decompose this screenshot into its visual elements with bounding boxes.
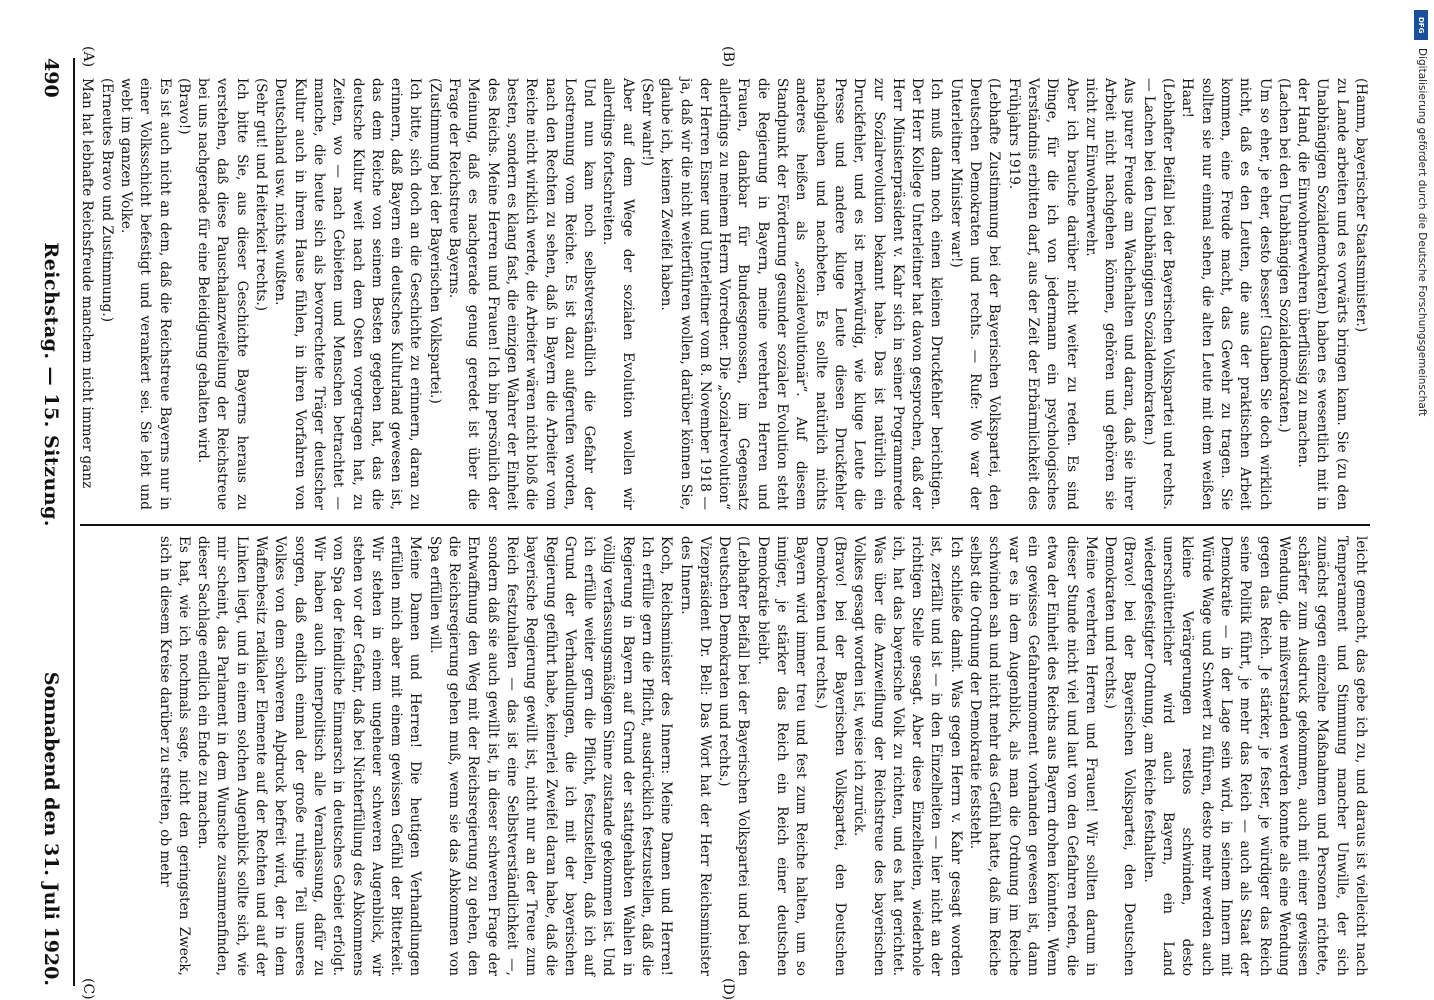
header-rule xyxy=(73,58,75,986)
dfg-logo: DFG xyxy=(1414,10,1428,40)
session-title: Reichstag. — 15. Sitzung. xyxy=(40,242,62,528)
page-number: 490 xyxy=(40,58,62,98)
left-column-text: (Hamm, bayerischer Staatsminister.) zu Lande arbeiten und es vorwärts bringen kann. Sie (zu den Unabhängigen Sozialdemokraten) haben es wesentlich mit in der Hand, die Einwohnerwehren überflüssig zu machen. (Lachen bei den Unabhängigen Sozialdemokraten.) Um so eher, je eher, desto besser! Glauben Sie doch wirklich nicht, daß es den Leuten, die aus der praktischen Arbeit kommen, eine Freude macht, das Gewehr zu tragen. Sie sollten sie nur einmal sehen, die alten Leute mit dem weißen Haar! (Lebhafter Beifall bei der Bayerischen Volkspartei und rechts. — Lachen bei den Unabhängigen Sozialdemokraten.) Aus purer Freude am Wachehalten und daran, daß sie ihrer Arbeit nicht nachgehen können, gehören und gehören sie nicht zur Einwohnerwehr. Aber ich brauche darüber nicht weiter zu reden. Es sind Dinge, für die ich von jedermann ein psychologisches Verständnis erbitten darf, aus der Zeit der Erbärmlichkeit des Frühjahrs 1919. (Lebhafte Zustimmung bei der Bayerischen Volkspartei, den Deutschen Demokraten und rechts. — Rufe: Wo war der Unterleitner Minister war!) Ich muß dann noch einen kleinen Druckfehler berichtigen. Der Herr Kollege Unterleitner hat davon gesprochen, daß der Herr Ministerpräsident v. Kahr sich in seiner Programmrede zur Sozialrevolution bekannt habe. Das ist natürlich ein Druckfehler, und es ist merkwürdig, wie kluge Leute die Presse und andere kluge Leute diesen Druckfehler nachglauben und nachbeten. Es sollte natürlich nichts anderes heißen als „sozialevolutionär“. Auf diesem Standpunkt der Förderung gesunder sozialer Evolution steht die Regierung in Bayern, meine verehrten Herren und Frauen, dankbar für Bundesgenossen, im Gegensatz allerdings zu meinem Herrn Vorredner. Die „Sozialrevolution“ der Herren Eisner und Unterleitner vom 8. November 1918 — ja, daß wir die nicht weiterführen wollen, darüber können Sie, glaube ich, keinen Zweifel haben. (Sehr wahr!) Aber auf dem Wege der sozialen Evolution wollen wir allerdings fortschreiten. Und nun kam noch selbstverständlich die Gefahr der Lostrennung vom Reiche. Es ist dazu aufgerufen worden, nach den Rechten zu sehen, daß in Bayern die Arbeiter vom Reiche nicht wirklich werde, die Arbeiter wären nicht bloß die besten, sondern es klang fast, die einzigen Wahrer der Einheit des Reichs. Meine Herren und Frauen! Ich bin persönlich der Meinung, daß es nachgerade genug geredet ist über die Frage der Reichstreue Bayerns. (Zustimmung bei der Bayerischen Volkspartei.) Ich bitte, sich doch an die Geschichte zu erinnern, daran zu erinnern, daß Bayern ein deutsches Kulturland gewesen ist, das dem Reiche von seinem Besten gegeben hat, das die deutsche Kultur weit nach dem Osten vorgetragen hat, zu Zeiten, wo — nach Gebieten und Menschen betrachtet — manche, die heute sich als bevorrechtete Träger deutscher Kultur auch in ihrem Hause fühlen, in ihren Vorfahren von Deutschland usw. nichts wußten. (Sehr gut! und Heiterkeit rechts.) Ich bitte Sie, aus dieser Geschichte Bayerns heraus zu verstehen, daß diese Pauschalanzweifelung der Reichstreue bei uns nachgerade für eine Beleidigung gehalten wird. (Bravo!) Es ist auch nicht an dem, daß die Reichstreue Bayerns nur in einer Volksschicht befestigt und verankert sei. Sie lebt und webt im ganzen Volke. (Erneutes Bravo und Zustimmung.) Man hat lebhafte Reichsfreude manchem nicht immer ganz xyxy=(79,78,1369,510)
margin-marker-b: (B) xyxy=(720,46,736,68)
right-column-text: leicht gemacht, das gebe ich zu, und daraus ist vielleicht nach Temperament und Stimmung mancher Unwille, der sich zunächst gegen einzelne Maßnahmen und Personen richtete, schärfer zum Ausdruck gekommen, auch mit einer gewissen Wendung, die mißverstanden werden konnte als eine Wendung gegen das Reich. Je stärker, je fester, je würdiger das Reich seine Politik führt, je mehr das Reich — auch als Staat der Demokratie — in der Lage sein wird, in seinem Innern mit Würde Wage und Schwert zu führen, desto mehr werden auch kleine Verärgerungen restlos schwinden, desto unerschütterlicher wird auch Bayern, ein Land wiedergefestigter Ordnung, am Reiche festhalten. (Bravo! bei der Bayerischen Volkspartei, den Deutschen Demokraten und rechts.) Meine verehrten Herren und Frauen! Wir sollten darum in dieser Stunde nicht viel und laut von den Gefahren reden, die etwa der Einheit des Reichs aus Bayern drohen könnten. Wenn ein gewisses Gefahrenmoment vorhanden gewesen ist, dann war es in dem Augenblick, als man die Ordnung im Reiche schwinden sah und nicht mehr das Gefühl hatte, daß im Reiche selbst die Ordnung der Demokratie feststeht. Ich schließe damit. Was gegen Herrn v. Kahr gesagt worden ist, zerfällt und ist — in den Einzelheiten — hier nicht an der richtigen Stelle gesagt. Aber diese Einzelheiten, wiederhole ich, hat das bayerische Volk zu richten, und es hat gerichtet. Was über die Anzweiflung der Reichstreue des bayerischen Volkes gesagt worden ist, weise ich zurück. (Bravo! bei der Bayerischen Volkspartei, den Deutschen Demokraten und rechts.) Bayern wird immer treu und fest zum Reiche halten, um so inniger, je stärker das Reich ein Reich einer deutschen Demokratie bleibt. (Lebhafter Beifall bei der Bayerischen Volkspartei und bei den Deutschen Demokraten und rechts.) Vizepräsident Dr. Bell: Das Wort hat der Herr Reichsminister des Innern. Koch, Reichsminister des Innern: Meine Damen und Herren! Ich erfülle gern die Pflicht, ausdrücklich festzustellen, daß die Regierung in Bayern auf Grund der stattgehabten Wahlen in völlig verfassungsmäßigem Sinne zustande gekommen ist. Und ich erfülle weiter gern die Pflicht, festzustellen, daß ich auf Grund der Verhandlungen, die ich mit der bayerischen Regierung geführt habe, keinerlei Zweifel daran habe, daß die bayerische Regierung gewillt ist, nicht nur an der Treue zum Reich festzuhalten — das ist eine Selbstverständlichkeit —, sondern daß sie auch gewillt ist, in dieser schweren Frage der Entwaffnung den Weg mit der Reichsregierung zu gehen, den die Reichsregierung gehen muß, wenn sie das Abkommen von Spa erfüllen will. Meine Damen und Herren! Die heutigen Verhandlungen erfüllen mich aber mit einem gewissen Gefühl der Bitterkeit. Wir stehen in einem ungeheuer schweren Augenblick, wir stehen vor der Gefahr, daß bei Nichterfüllung des Abkommens von Spa der feindliche Einmarsch in deutsches Gebiet erfolgt. Wir haben auch innerpolitisch alle Veranlassung, dafür zu sorgen, daß endlich einmal der große ruhige Teil unseres Volkes von dem schweren Alpdruck befreit wird, der in dem Waffenbesitz radikaler Elemente auf der Rechten und auf der Linken liegt, und in einem solchen Augenblick sollte sich, wie mir scheint, das Parlament in dem Wunsche zusammenfinden, dieser Sachlage endlich ein Ende zu machen. Es hat, wie ich nochmals sage, nicht den geringsten Zweck, sich in diesem Kreise darüber zu streiten, ob mehr xyxy=(156,536,1369,976)
margin-marker-a: (A) xyxy=(80,46,96,68)
page-header xyxy=(34,58,68,986)
session-date: Sonnabend den 31. Juli 1920. xyxy=(40,671,62,986)
digitization-credit-text: Digitalisierung gefördert durch die Deutsche Forschungsgemeinschaft xyxy=(1416,48,1428,417)
margin-marker-c: (C) xyxy=(80,978,96,1000)
digitization-credit xyxy=(1412,8,1428,992)
margin-marker-d: (D) xyxy=(720,978,736,1000)
column-divider xyxy=(80,524,1370,526)
